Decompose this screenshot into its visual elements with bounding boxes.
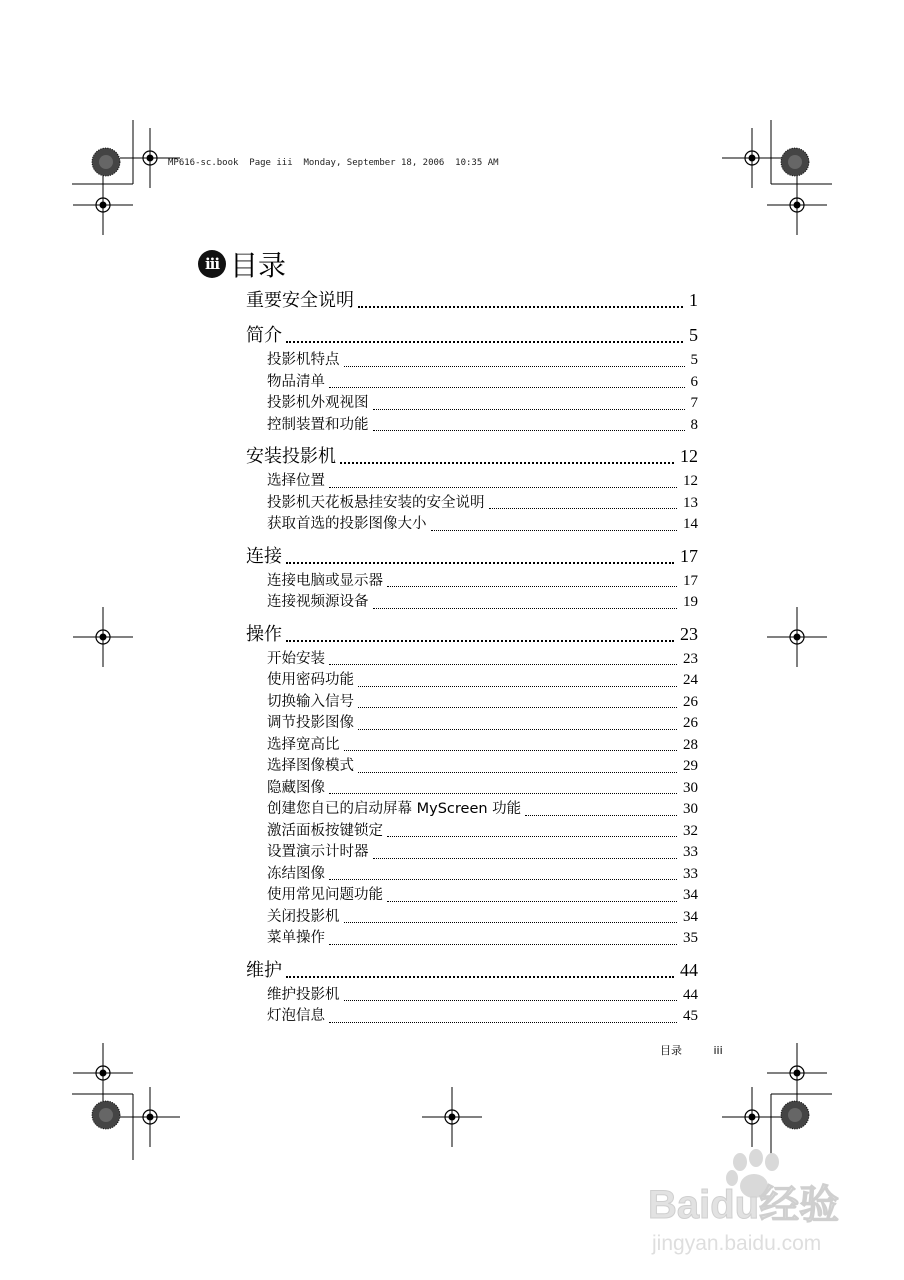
toc-subentry[interactable] bbox=[267, 985, 698, 1007]
toc-leader-dots bbox=[286, 976, 674, 978]
toc-leader-dots bbox=[344, 1000, 678, 1001]
watermark-brand: Baidu经验 bbox=[648, 1183, 840, 1227]
toc-section bbox=[246, 286, 698, 315]
toc-leader-dots bbox=[329, 944, 677, 945]
toc-subentry[interactable] bbox=[267, 350, 698, 372]
toc-leader-dots bbox=[431, 530, 678, 531]
watermark-url: jingyan.baidu.com bbox=[652, 1232, 822, 1255]
toc-leader-dots bbox=[358, 707, 677, 708]
toc-leader-dots bbox=[329, 1022, 677, 1023]
toc-chapter-entry[interactable] bbox=[246, 286, 698, 315]
toc-page-number: 8 bbox=[690, 416, 698, 433]
toc-entry-label: 维护 bbox=[246, 959, 282, 981]
toc-subentry[interactable] bbox=[267, 415, 698, 437]
toc-leader-dots bbox=[340, 462, 674, 464]
toc-entry-label: 选择位置 bbox=[267, 473, 325, 489]
toc-page-number: 30 bbox=[683, 801, 698, 817]
toc-page-number: 35 bbox=[683, 930, 698, 946]
footer-section-label: 目录 bbox=[660, 1044, 682, 1057]
toc-subentry[interactable] bbox=[267, 713, 698, 735]
baidu-watermark bbox=[648, 1148, 868, 1258]
toc-entry-label: 投影机天花板悬挂安装的安全说明 bbox=[267, 494, 485, 511]
toc-subentry[interactable] bbox=[267, 864, 698, 886]
toc-entry-label: 使用常见问题功能 bbox=[267, 887, 383, 903]
toc-section bbox=[246, 442, 698, 536]
toc-leader-dots bbox=[373, 858, 678, 859]
toc-chapter-entry[interactable] bbox=[246, 542, 698, 571]
toc-leader-dots bbox=[344, 922, 678, 923]
toc-entry-label: 激活面板按键锁定 bbox=[267, 822, 383, 839]
toc-chapter-entry[interactable] bbox=[246, 321, 698, 350]
toc-leader-dots bbox=[387, 586, 677, 587]
toc-entry-label: 物品清单 bbox=[267, 373, 325, 390]
toc-leader-dots bbox=[358, 772, 677, 773]
toc-leader-dots bbox=[525, 815, 677, 816]
toc-entry-label: 连接视频源设备 bbox=[267, 594, 369, 610]
toc-leader-dots bbox=[329, 793, 677, 794]
toc-page-number: 12 bbox=[683, 473, 698, 489]
toc-section bbox=[246, 956, 698, 1028]
toc-page-number: 29 bbox=[683, 758, 698, 774]
toc-leader-dots bbox=[286, 640, 674, 642]
toc-leader-dots bbox=[387, 836, 677, 837]
toc-page-number: 24 bbox=[683, 672, 698, 688]
toc-entry-label: 安装投影机 bbox=[246, 446, 336, 467]
toc-subentry[interactable] bbox=[267, 649, 698, 671]
toc-page-number: 44 bbox=[683, 986, 698, 1003]
toc-leader-dots bbox=[329, 879, 677, 880]
toc-entry-label: 菜单操作 bbox=[267, 930, 325, 946]
toc-page-number: 7 bbox=[690, 395, 698, 411]
toc-leader-dots bbox=[286, 562, 674, 564]
toc-page-number: 45 bbox=[683, 1008, 698, 1024]
toc-subentry[interactable] bbox=[267, 821, 698, 843]
toc-entry-label: 切换输入信号 bbox=[267, 693, 354, 710]
toc-entry-label: 使用密码功能 bbox=[267, 672, 354, 688]
toc-page-number: 19 bbox=[683, 594, 698, 610]
toc-page-number: 34 bbox=[683, 908, 698, 925]
toc-subentry[interactable] bbox=[267, 756, 698, 778]
toc-section bbox=[246, 620, 698, 950]
toc-subentry[interactable] bbox=[267, 928, 698, 950]
toc-leader-dots bbox=[373, 430, 685, 431]
toc-subentry[interactable] bbox=[267, 842, 698, 864]
toc-leader-dots bbox=[489, 508, 678, 509]
toc-subentry[interactable] bbox=[267, 907, 698, 929]
toc-page-number: 33 bbox=[683, 865, 698, 882]
toc-entry-label: 投影机特点 bbox=[267, 352, 340, 368]
toc-subentry[interactable] bbox=[267, 592, 698, 614]
toc-leader-dots bbox=[373, 409, 685, 410]
toc-leader-dots bbox=[358, 306, 683, 308]
toc-page-number: 26 bbox=[683, 715, 698, 731]
toc-subentry[interactable] bbox=[267, 493, 698, 515]
toc-page-number: 13 bbox=[683, 494, 698, 511]
toc-subentry[interactable] bbox=[267, 372, 698, 394]
toc-page-number: 34 bbox=[683, 887, 698, 903]
toc-entry-label: 连接电脑或显示器 bbox=[267, 572, 383, 589]
toc-entry-label: 设置演示计时器 bbox=[267, 844, 369, 860]
toc-subentry[interactable] bbox=[267, 514, 698, 536]
toc-page-number: 44 bbox=[680, 959, 698, 980]
toc-leader-dots bbox=[373, 608, 678, 609]
page-footer bbox=[660, 1042, 723, 1058]
toc-entry-label: 调节投影图像 bbox=[267, 715, 354, 731]
toc-leader-dots bbox=[387, 901, 677, 902]
toc-page-number: 23 bbox=[683, 650, 698, 667]
toc-subentry[interactable] bbox=[267, 571, 698, 593]
table-of-contents bbox=[246, 286, 698, 1028]
toc-page-number: 6 bbox=[690, 373, 698, 390]
toc-leader-dots bbox=[344, 366, 685, 367]
toc-entry-label: 选择宽高比 bbox=[267, 736, 340, 753]
toc-entry-label: 开始安装 bbox=[267, 650, 325, 667]
toc-leader-dots bbox=[329, 387, 685, 388]
toc-subentry[interactable] bbox=[267, 1006, 698, 1028]
footer-page-number: iii bbox=[713, 1044, 723, 1057]
toc-entry-label: 冻结图像 bbox=[267, 865, 325, 882]
toc-chapter-entry[interactable] bbox=[246, 620, 698, 649]
toc-page-number: 12 bbox=[680, 446, 698, 466]
toc-entry-label: 灯泡信息 bbox=[267, 1008, 325, 1024]
toc-entry-label: 控制装置和功能 bbox=[267, 416, 369, 433]
toc-page-number: 17 bbox=[680, 545, 698, 566]
toc-page-number: 1 bbox=[689, 290, 698, 310]
toc-entry-label: 简介 bbox=[246, 325, 282, 346]
page-title bbox=[198, 244, 286, 284]
toc-subentry[interactable] bbox=[267, 799, 698, 821]
toc-page-number: 23 bbox=[680, 623, 698, 644]
toc-subentry[interactable] bbox=[267, 885, 698, 907]
toc-chapter-entry[interactable] bbox=[246, 442, 698, 471]
toc-chapter-entry[interactable] bbox=[246, 956, 698, 985]
toc-subentry[interactable] bbox=[267, 778, 698, 800]
toc-entry-label: 重要安全说明 bbox=[246, 290, 354, 311]
toc-leader-dots bbox=[358, 729, 677, 730]
toc-entry-label: 连接 bbox=[246, 545, 282, 567]
toc-subentry[interactable] bbox=[267, 670, 698, 692]
toc-page-number: 26 bbox=[683, 693, 698, 710]
toc-subentry[interactable] bbox=[267, 692, 698, 714]
toc-subentry[interactable] bbox=[267, 471, 698, 493]
toc-subentry[interactable] bbox=[267, 735, 698, 757]
toc-leader-dots bbox=[286, 341, 683, 343]
toc-page-number: 28 bbox=[683, 736, 698, 753]
toc-leader-dots bbox=[344, 750, 678, 751]
toc-subentry[interactable] bbox=[267, 393, 698, 415]
toc-page-number: 14 bbox=[683, 516, 698, 532]
toc-page-number: 5 bbox=[689, 325, 698, 345]
print-slug: MP616-sc.book Page iii Monday, September 18, 2006 10:35 AM bbox=[168, 158, 499, 168]
toc-entry-label: 隐藏图像 bbox=[267, 779, 325, 796]
toc-leader-dots bbox=[358, 686, 677, 687]
toc-entry-label: 投影机外观视图 bbox=[267, 395, 369, 411]
toc-leader-dots bbox=[329, 487, 677, 488]
title-text: 目录 bbox=[230, 249, 287, 282]
toc-page-number: 17 bbox=[683, 572, 698, 589]
toc-section bbox=[246, 321, 698, 436]
roman-numeral-badge: iii bbox=[198, 250, 226, 278]
toc-leader-dots bbox=[329, 664, 677, 665]
toc-entry-label: 操作 bbox=[246, 623, 282, 645]
toc-page-number: 32 bbox=[683, 822, 698, 839]
toc-entry-label: 创建您自已的启动屏幕 MyScreen 功能 bbox=[267, 801, 522, 817]
toc-page-number: 33 bbox=[683, 844, 698, 860]
toc-page-number: 5 bbox=[690, 352, 698, 368]
toc-entry-label: 关闭投影机 bbox=[267, 908, 340, 925]
toc-entry-label: 获取首选的投影图像大小 bbox=[267, 516, 427, 532]
toc-page-number: 30 bbox=[683, 779, 698, 796]
toc-section bbox=[246, 542, 698, 614]
toc-entry-label: 维护投影机 bbox=[267, 986, 340, 1003]
toc-entry-label: 选择图像模式 bbox=[267, 758, 354, 774]
